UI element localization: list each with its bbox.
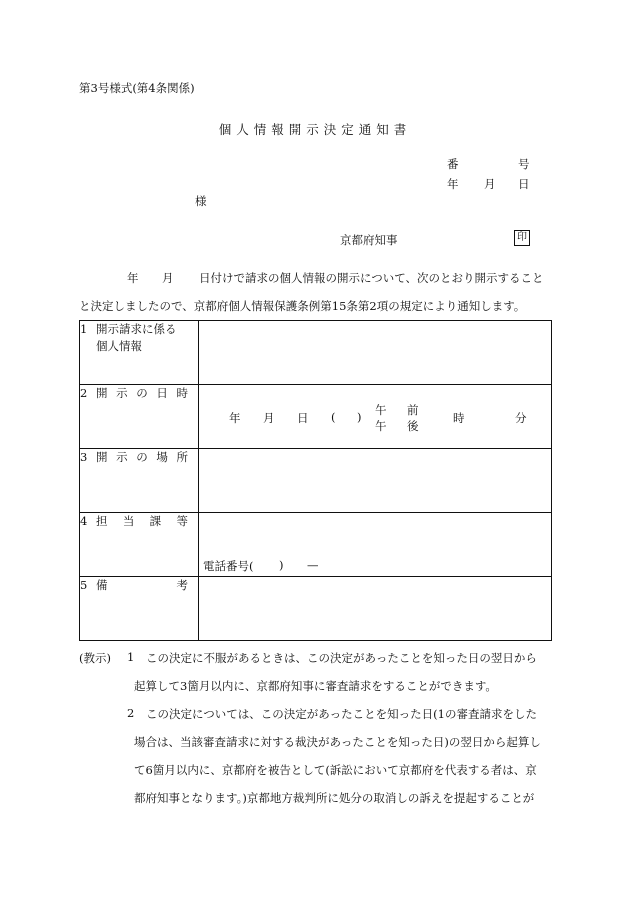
row-label: [80, 513, 199, 577]
table-row: [80, 449, 552, 513]
date-year: 年: [447, 177, 459, 191]
label-char: 担: [96, 514, 108, 528]
table-row: [80, 577, 552, 641]
dt-month: 月: [263, 411, 275, 425]
note-2-line2: 場合は、当該審査請求に対する裁決があったことを知った日)の翌日から起算し: [134, 735, 541, 749]
issuer: 京都府知事: [340, 233, 398, 247]
label-char: 課: [149, 514, 162, 528]
label-char: 開: [96, 450, 108, 464]
document-title: 個人情報開示決定通知書: [218, 122, 412, 137]
seal-mark: 印: [514, 230, 530, 246]
label-char: 場: [156, 450, 168, 464]
label-char: 時: [176, 386, 188, 400]
form-table: [79, 320, 552, 641]
body-line1-year: 年: [127, 271, 139, 285]
row-number: 3: [80, 450, 88, 464]
dt-am-2: 前: [407, 403, 419, 417]
row-number: 4: [80, 514, 88, 528]
label-char: 等: [176, 514, 188, 528]
row-label: [80, 449, 199, 513]
dt-hour: 時: [453, 411, 465, 425]
table-row: [80, 385, 552, 449]
phone-label: 電話番号(: [203, 559, 254, 573]
department-field[interactable]: [199, 513, 552, 577]
dt-year: 年: [229, 411, 241, 425]
row-number: 1: [80, 322, 88, 336]
dt-paren-open: (: [331, 410, 336, 424]
label-char: 考: [176, 578, 188, 592]
label-char: 開: [96, 386, 108, 400]
label-char: 示: [116, 386, 128, 400]
dt-pm-1: 午: [375, 419, 387, 433]
datetime-field[interactable]: [199, 385, 552, 449]
dt-minute: 分: [515, 411, 527, 425]
row-label: [80, 577, 199, 641]
note-2-line1: この決定については、この決定があったことを知った日(1の審査請求をした: [146, 707, 537, 721]
note-1-line1: この決定に不服があるときは、この決定があったことを知った日の翌日から: [146, 651, 537, 665]
phone-dash: —: [307, 558, 319, 572]
row-label: [80, 321, 199, 385]
personal-info-field[interactable]: [199, 321, 552, 385]
row-label: [80, 385, 199, 449]
addressee-suffix: 様: [195, 194, 207, 208]
label-char: 日: [156, 386, 168, 400]
note-2-number: 2: [127, 706, 135, 720]
form-id: 第3号様式(第4条関係): [79, 81, 195, 95]
body-line1-month: 月: [162, 271, 174, 285]
number-suffix: 号: [518, 157, 530, 171]
label-char: 所: [176, 450, 188, 464]
notes-heading: (教示): [79, 651, 111, 665]
row-number: 5: [80, 578, 88, 592]
dt-day: 日: [297, 411, 309, 425]
date-month: 月: [484, 177, 496, 191]
label-char: の: [136, 450, 148, 464]
table-row: [80, 321, 552, 385]
body-line2-text: と決定しましたので、京都府個人情報保護条例第15条第2項の規定により通知します。: [79, 299, 526, 313]
label-char: の: [136, 386, 148, 400]
table-row: [80, 513, 552, 577]
phone-paren-close: ): [279, 558, 284, 572]
label-char: 当: [122, 514, 135, 528]
body-line1-text: 日付けで請求の個人情報の開示について、次のとおり開示すること: [199, 271, 544, 285]
dt-pm-2: 後: [407, 419, 419, 433]
label-char: 備: [96, 578, 108, 592]
location-field[interactable]: [199, 449, 552, 513]
dt-am-1: 午: [375, 403, 387, 417]
note-2-line4: 都府知事となります。)京都地方裁判所に処分の取消しの訴えを提起することが: [134, 791, 535, 805]
row-label-text: 開示請求に係る: [96, 322, 177, 336]
row-number: 2: [80, 386, 88, 400]
note-1-number: 1: [127, 650, 135, 664]
row-label-text: 個人情報: [96, 339, 142, 353]
dt-paren-close: ): [357, 410, 362, 424]
note-2-line3: て6箇月以内に、京都府を被告として(訴訟において京都府を代表する者は、京: [134, 763, 537, 777]
note-1-line2: 起算して3箇月以内に、京都府知事に審査請求をすることができます。: [134, 679, 497, 693]
label-char: 示: [116, 450, 128, 464]
number-label: 番: [447, 157, 459, 171]
remarks-field[interactable]: [199, 577, 552, 641]
date-day: 日: [518, 177, 530, 191]
